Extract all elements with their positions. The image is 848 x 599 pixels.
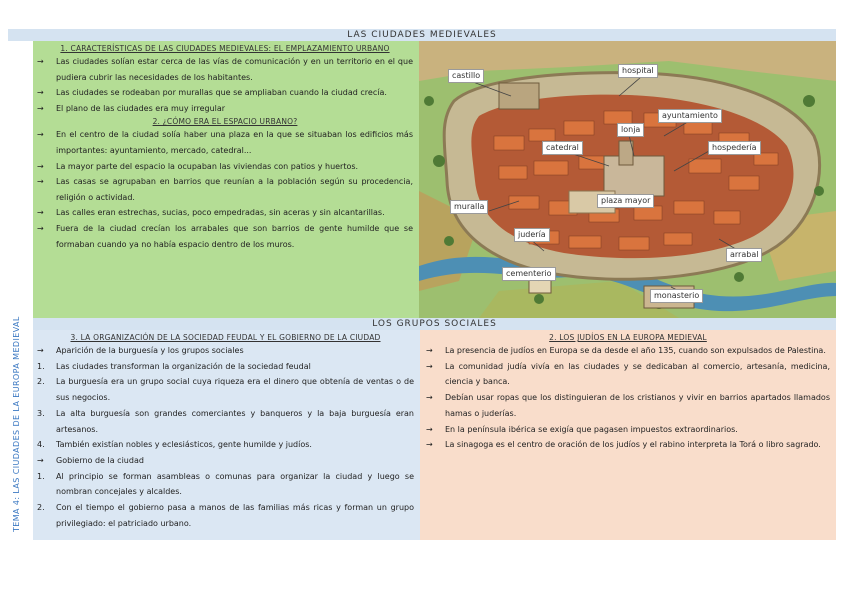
list-item: → La mayor parte del espacio la ocupaban las viviendas con patios y huertos. — [37, 159, 413, 175]
list-item: → La comunidad judía vivía en las ciudades y se dedicaban al comercio, artesanía, medicina, ciencia y banca. — [426, 359, 830, 390]
side-label-text: TEMA 4: LAS CIUDADES DE LA EUROPA MEDIEVAL — [12, 316, 21, 532]
list-item: → Las calles eran estrechas, sucias, poco empedradas, sin aceras y sin alcantarillas. — [37, 205, 413, 221]
arrow-icon: → — [37, 208, 44, 218]
list-item: → El plano de las ciudades era muy irregular — [37, 101, 413, 117]
social-groups-title: LOS GRUPOS SOCIALES — [33, 318, 836, 330]
list-item: → Fuera de la ciudad crecían los arrabales que son barrios de gente humilde que se formaban cuando ya no había espacio dentro de los muros. — [37, 221, 413, 252]
list-item: 4. También existían nobles y eclesiásticos, gente humilde y judíos. — [37, 440, 312, 450]
section4-title: 2. LOS JUDÍOS EN LA EUROPA MEDIEVAL — [549, 333, 707, 342]
map-label-hospederia: hospedería — [708, 141, 761, 155]
list-item: → Las ciudades se rodeaban por murallas que se ampliaban cuando la ciudad crecía. — [37, 85, 413, 101]
arrow-icon: → — [37, 161, 44, 171]
map-label-hospital: hospital — [618, 64, 658, 78]
arrow-icon: → — [426, 346, 433, 355]
arrow-icon: → — [426, 424, 433, 434]
arrow-icon: → — [426, 361, 433, 371]
list-item: → Las casas se agrupaban en barrios que reunían a la población según su procedencia, religión o actividad. — [37, 174, 413, 205]
page-title: LAS CIUDADES MEDIEVALES — [8, 29, 836, 41]
map-label-juderia: judería — [514, 228, 550, 242]
map-label-cementerio: cementerio — [502, 267, 556, 281]
list-item: → En la península ibérica se exigía que pagasen impuestos extraordinarios. — [426, 422, 830, 438]
map-label-ayuntamiento: ayuntamiento — [658, 109, 722, 123]
arrow-icon: → — [37, 177, 44, 187]
list-item: 2. Con el tiempo el gobierno pasa a manos de las familias más ricas y forman un grupo privilegiado: el patriciado urbano. — [37, 503, 414, 528]
map-label-catedral: catedral — [542, 141, 583, 155]
list-item: → Las ciudades solían estar cerca de las vías de comunicación y en un territorio en el que pudiera cubrir las necesidades de los habitantes. — [37, 54, 413, 85]
map-label-plaza-mayor: plaza mayor — [597, 194, 654, 208]
urban-characteristics-panel — [33, 41, 419, 318]
list-item: 2. La burguesía era un grupo social cuya riqueza era el dinero que obtenía de ventas o de sus negocios. — [37, 377, 414, 403]
list-item: 3. La alta burguesía son grandes comerciantes y banqueros y la baja burguesía eran artesanos. — [37, 408, 414, 434]
list-item: 1. Las ciudades transforman la organización de la sociedad feudal — [37, 361, 311, 371]
arrow-icon: → — [37, 130, 44, 140]
list-item: → En el centro de la ciudad solía haber una plaza en la que se situaban los edificios más importantes: ayuntamiento, mercado, catedral... — [37, 127, 413, 158]
jews-panel — [420, 330, 836, 540]
map-label-monasterio: monasterio — [650, 289, 703, 303]
map-label-arrabal: arrabal — [726, 248, 762, 262]
arrow-icon: → — [37, 223, 44, 233]
list-item: → La presencia de judíos en Europa se da desde el año 135, cuando son expulsados de Palestina. — [426, 343, 830, 359]
arrow-icon: → — [37, 103, 44, 113]
map-label-castillo: castillo — [448, 69, 484, 83]
map-label-muralla: muralla — [450, 200, 488, 214]
feudal-society-panel — [33, 330, 420, 540]
list-item: → Debían usar ropas que los distinguieran de los cristianos y vivir en barrios apartados llamados hamas o juderías. — [426, 390, 830, 421]
section2-title: 2. ¿CÓMO ERA EL ESPACIO URBANO? — [152, 117, 298, 127]
list-item: → Aparición de la burguesía y los grupos sociales — [37, 346, 244, 355]
medieval-city-illustration — [419, 41, 836, 318]
arrow-icon: → — [426, 440, 433, 450]
section1-title: 1. CARACTERÍSTICAS DE LAS CIUDADES MEDIEVALES: EL EMPLAZAMIENTO URBANO — [60, 44, 390, 53]
map-label-lonja: lonja — [617, 123, 644, 137]
arrow-icon: → — [37, 57, 44, 66]
arrow-icon: → — [426, 393, 433, 403]
list-item: → Gobierno de la ciudad — [37, 455, 144, 465]
list-item: → La sinagoga es el centro de oración de los judíos y el rabino interpreta la Torá o libro sagrado. — [426, 437, 830, 453]
arrow-icon: → — [37, 88, 44, 98]
section3-title: 3. LA ORGANIZACIÓN DE LA SOCIEDAD FEUDAL Y EL GOBIERNO DE LA CIUDAD — [70, 333, 381, 342]
side-label — [12, 316, 26, 532]
list-item: 1. Al principio se forman asambleas o comunas para organizar la ciudad y luego se nombran concejales y alcaldes. — [37, 471, 414, 497]
